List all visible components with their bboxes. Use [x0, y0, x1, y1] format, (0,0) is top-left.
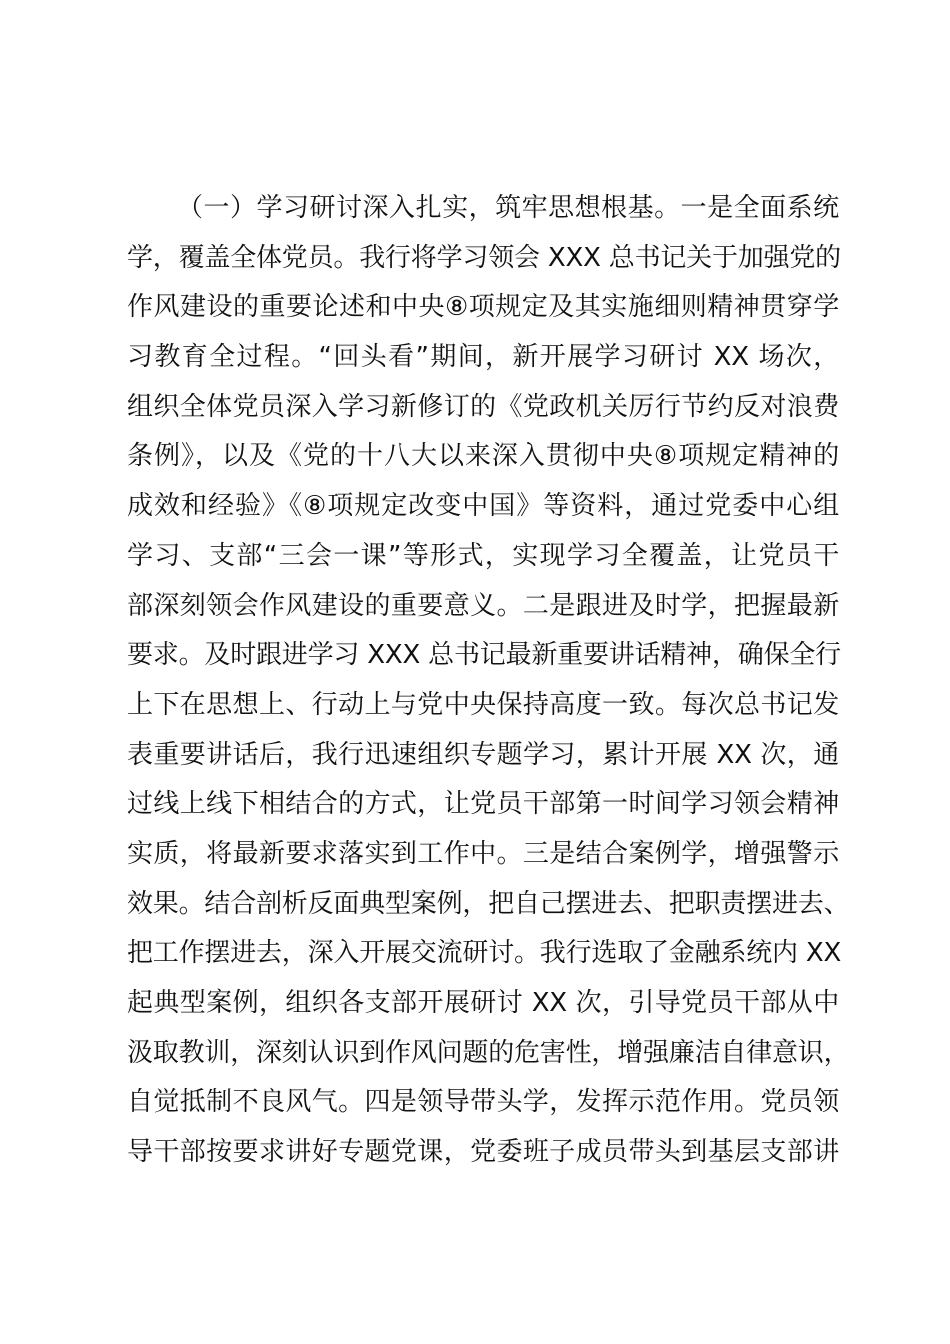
paragraph-line: 学习、支部“三会一课”等形式，实现学习全覆盖，让党员干 — [127, 540, 839, 571]
paragraph-line: 实质，将最新要求落实到工作中。三是结合案例学，增强警示 — [127, 838, 839, 869]
paragraph-line: 导干部按要求讲好专题党课，党委班子成员带头到基层支部讲 — [127, 1137, 839, 1168]
paragraph-line: 条例》，以及《党的十八大以来深入贯彻中央⑧项规定精神的 — [127, 441, 839, 472]
paragraph-line: 成效和经验》《⑧项规定改变中国》等资料，通过党委中心组 — [127, 491, 839, 522]
paragraph-line: 要求。及时跟进学习 XXX 总书记最新重要讲话精神，确保全行 — [127, 640, 841, 671]
paragraph-line: 效果。结合剖析反面典型案例，把自己摆进去、把职责摆进去、 — [127, 888, 850, 919]
body-paragraph — [127, 184, 850, 1178]
paragraph-line: （一）学习研讨深入扎实，筑牢思想根基。一是全面系统 — [177, 193, 839, 223]
paragraph-line: 学，覆盖全体党员。我行将学习领会 XXX 总书记关于加强党的 — [127, 242, 841, 273]
paragraph-line: 汲取教训，深刻认识到作风问题的危害性，增强廉洁自律意识， — [127, 1037, 850, 1068]
paragraph-line: 起典型案例，组织各支部开展研讨 XX 次，引导党员干部从中 — [127, 988, 839, 1018]
paragraph-line: 作风建设的重要论述和中央⑧项规定及其实施细则精神贯穿学 — [127, 292, 839, 323]
paragraph-line: 自觉抵制不良风气。四是领导带头学，发挥示范作用。党员领 — [127, 1087, 839, 1118]
paragraph-line: 组织全体党员深入学习新修订的《党政机关厉行节约反对浪费 — [127, 391, 839, 422]
paragraph-line: 上下在思想上、行动上与党中央保持高度一致。每次总书记发 — [127, 689, 839, 720]
paragraph-line: 把工作摆进去，深入开展交流研讨。我行选取了金融系统内 XX — [127, 938, 842, 969]
paragraph-line: 过线上线下相结合的方式，让党员干部第一时间学习领会精神 — [127, 789, 839, 820]
paragraph-line: 表重要讲话后，我行迅速组织专题学习，累计开展 XX 次，通 — [127, 739, 839, 770]
paragraph-line: 部深刻领会作风建设的重要意义。二是跟进及时学，把握最新 — [127, 590, 839, 621]
paragraph-line: 习教育全过程。“回头看”期间，新开展学习研讨 XX 场次， — [127, 342, 839, 373]
